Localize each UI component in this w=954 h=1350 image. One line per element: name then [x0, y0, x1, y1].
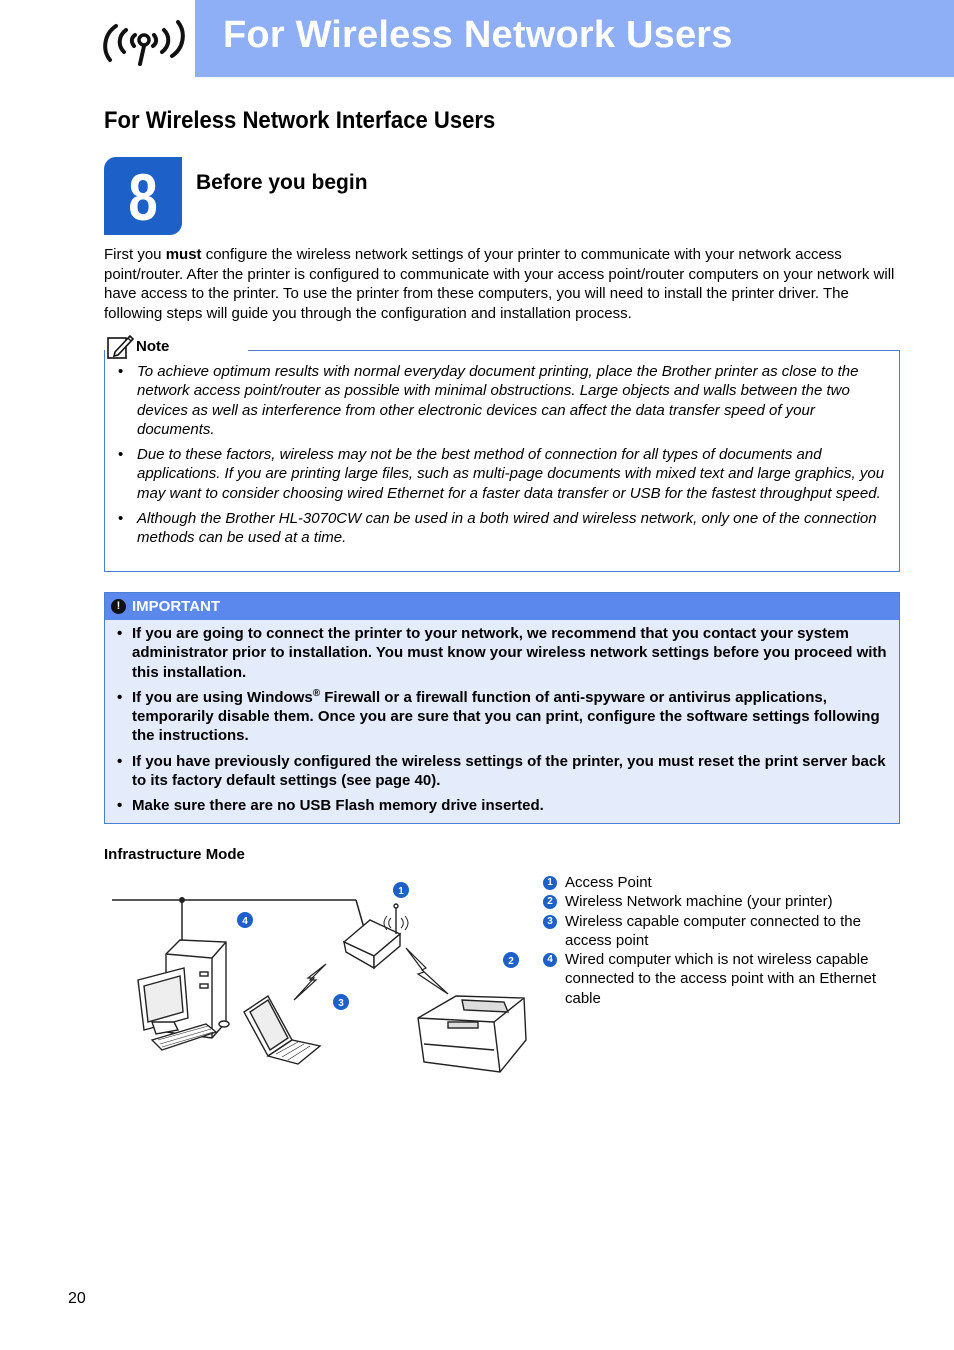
- callout-2: [503, 952, 519, 968]
- important-list: [117, 624, 893, 822]
- important-item-text: Make sure there are no USB Flash memory drive inserted.: [132, 797, 544, 815]
- intro-emphasis: must: [165, 246, 202, 263]
- important-item-text: If you are going to connect the printer to your network, we recommend that you contact your system administrator prior to installation. You must know your wireless network settings before you proceed with this installation.: [132, 625, 887, 681]
- warning-icon: !: [111, 599, 126, 614]
- important-label: IMPORTANT: [132, 598, 221, 615]
- step-title: Before you begin: [196, 171, 368, 194]
- header-bar: [195, 0, 954, 77]
- printer-icon: [418, 996, 526, 1072]
- intro-paragraph: [104, 245, 904, 323]
- wireless-link-laptop: [294, 964, 326, 1000]
- intro-text-part2: configure the wireless network settings of your printer to communicate with your network access point/router. After the printer is configured to communicate with your access point/router computers on your network will have access to the printer. To use the printer from these computers, you will need to install the printer driver. The following steps will guide you through the configuration and installation process.: [104, 246, 895, 322]
- legend-number: 2: [543, 895, 557, 909]
- note-item-text: Although the Brother HL-3070CW can be used in a both wired and wireless network, only one of the connection methods can be used at a time.: [137, 510, 877, 547]
- note-label: Note: [136, 338, 170, 355]
- legend-text: Wired computer which is not wireless capable connected to the access point with an Ethernet cable: [565, 951, 877, 1007]
- note-item: [118, 445, 888, 503]
- note-item-text: To achieve optimum results with normal everyday document printing, place the Brother printer as close to the network access point/router as possible with minimal obstructions. Large objects and walls between the two devices as well as interference from other electronic devices can affect the data transfer speed of your documents.: [137, 363, 859, 438]
- svg-text:3: 3: [338, 998, 344, 1009]
- note-list: [118, 362, 888, 554]
- wireless-link-printer: [406, 948, 448, 994]
- svg-text:2: 2: [508, 956, 514, 967]
- bullet: •: [117, 688, 123, 706]
- diagram-legend: [543, 873, 903, 1008]
- legend-item: [543, 873, 903, 892]
- legend-text: Wireless capable computer connected to the access point: [565, 912, 861, 949]
- callout-4: [237, 912, 253, 928]
- legend-item: [543, 912, 903, 951]
- wireless-signal-icon: [100, 12, 186, 68]
- legend-number: 4: [543, 953, 557, 967]
- bullet: •: [117, 752, 123, 770]
- callout-3: [333, 994, 349, 1010]
- step-number-badge: [104, 157, 182, 235]
- note-item: [118, 362, 888, 439]
- important-item: [117, 796, 893, 815]
- important-header: [105, 593, 899, 620]
- cable-junction: [179, 897, 185, 903]
- important-item-text: If you have previously configured the wireless settings of the printer, you must reset the print server back to its factory default settings (see page 40).: [132, 752, 886, 790]
- note-item: [118, 509, 888, 548]
- bullet: •: [118, 446, 124, 464]
- legend-item: [543, 950, 903, 1008]
- legend-item: [543, 892, 903, 911]
- important-item-text-before: If you are using Windows: [132, 688, 313, 706]
- bullet: •: [117, 797, 123, 815]
- access-point-icon: [344, 904, 408, 968]
- page-number: 20: [68, 1290, 86, 1307]
- laptop-icon: [244, 996, 320, 1064]
- important-item: [117, 752, 893, 791]
- bullet: •: [117, 625, 123, 642]
- infrastructure-mode-title: Infrastructure Mode: [104, 846, 245, 863]
- important-item: [117, 688, 893, 746]
- step-number: 8: [128, 160, 158, 234]
- callout-1: [393, 882, 409, 898]
- legend-text: Access Point: [565, 874, 652, 891]
- important-item-text-after: Firewall or a firewall function of anti-spyware or antivirus applications, temporarily disable them. Once you are sure that you can print, configure the software settings following the instructions.: [132, 688, 880, 745]
- infrastructure-diagram: [108, 872, 532, 1084]
- legend-number: 1: [543, 876, 557, 890]
- intro-text-part1: First you: [104, 246, 166, 263]
- desktop-computer-icon: [138, 940, 229, 1050]
- section-title: For Wireless Network Interface Users: [104, 107, 496, 134]
- legend-number: 3: [543, 915, 557, 929]
- svg-text:4: 4: [242, 916, 248, 927]
- bullet: •: [118, 510, 124, 528]
- svg-text:1: 1: [398, 886, 404, 897]
- important-item: [117, 624, 893, 682]
- registered-mark: ®: [312, 687, 321, 699]
- note-item-text: Due to these factors, wireless may not be the best method of connection for all types of documents and applications. If you are printing large files, such as multi-page documents with mixed text and large graphics, you may want to consider choosing wired Ethernet for a faster data transfer or USB for the fastest throughput speed.: [137, 446, 885, 502]
- bullet: •: [118, 363, 124, 380]
- important-box: [104, 592, 900, 824]
- page-header-title: For Wireless Network Users: [223, 14, 733, 56]
- legend-text: Wireless Network machine (your printer): [565, 893, 833, 911]
